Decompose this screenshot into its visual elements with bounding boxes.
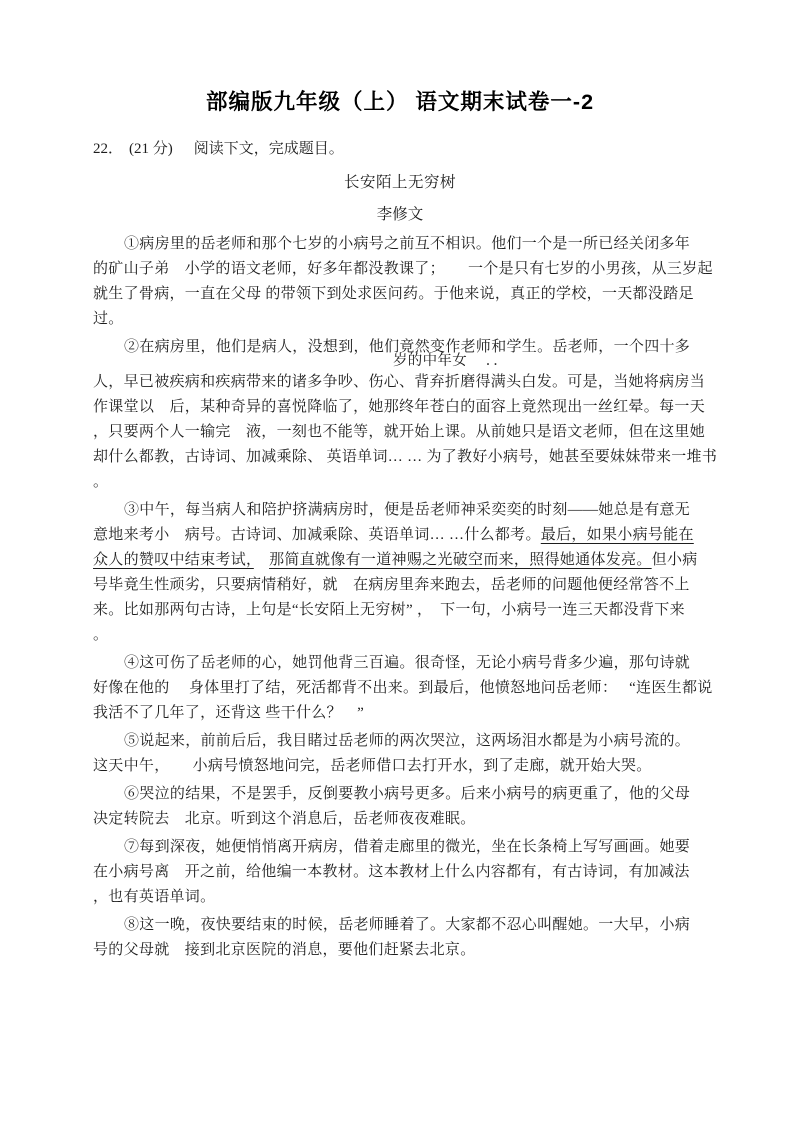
text-segment: 意地来考小 病号。古诗词、加减乘除、英语单词… …什么都考。 [93,527,541,543]
paragraph [93,651,713,726]
text-segment: ，只要两个人一输完 液，一刻也不能等，就开始上课。从前她只是语文老师，但在这里她 [93,424,706,440]
text-segment: 的矿山子弟 小学的语文老师，好多年都没教课了； 一个是只有七岁的小男孩，从三岁起 [93,261,713,277]
text-segment: 我活不了几年了，还背这 些干什么？ ” [93,705,365,721]
text-line [93,370,707,395]
question-instruction: 阅读下文，完成题目。 [193,141,344,157]
text-segment: 号的父母就 接到北京医院的消息，要他们赶紧去北京。 [93,942,476,958]
text-segment: ③中午，每当病人和陪护挤满病房时，便是岳老师神采奕奕的时刻——她总是有意无 [124,502,691,518]
question-score: (21 分) [129,141,173,157]
text-line [93,676,713,701]
text-segment: ⑤说起来，前前后后，我目睹过岳老师的两次哭泣，这两场泪水都是为小病号流的。 [124,733,691,749]
text-line [93,523,707,548]
underlined-text: 那简直就像有一道神赐之光破空而来，照得她通体发亮。 [269,552,652,568]
text-line [93,573,707,598]
text-line [93,307,707,332]
text-segment: ②在病房里，他们是病人，没想到，他们竟然变作老师和学生。岳老师，一个四十多 [124,339,691,355]
text-line [93,938,707,963]
question-line [93,139,707,160]
underlined-text: 最后，如果小病号能在 [540,527,694,543]
article-body [93,232,718,963]
question-number: 22． [93,141,124,157]
text-line [93,623,707,648]
text-segment: 作课堂以 后，某种奇异的喜悦降临了，她那终年苍白的面容上竟然现出一丝红晕。每一天 [93,399,706,415]
paragraph [93,913,707,963]
text-segment: ，也有英语单词。 [93,889,216,905]
text-line [93,860,707,885]
text-segment: 过。 [93,311,124,327]
underlined-text: 众人的赞叹中结束考试， [93,552,254,568]
paragraph [93,498,707,648]
text-segment: 在小病号离 开之前，给他编一本教材。这本教材上什么内容都有，有古诗词，有加减法 [93,864,690,880]
text-segment: 来。比如那两句古诗，上句是“长安陌上无穷树” ， 下一句，小病号一连三天都没背下来 [93,602,685,618]
paragraph [93,782,707,832]
text-segment: ①病房里的岳老师和那个七岁的小病号之前互不相识。他们一个是一所已经关闭多年 [124,236,691,252]
text-line [93,807,707,832]
paragraph [93,232,713,332]
text-line [93,257,713,282]
text-segment: ⑦每到深夜，她便悄悄离开病房，借着走廊里的微光，坐在长条椅上写写画画。她要 [124,839,691,855]
paragraph [93,729,707,779]
text-segment: 但小病 [651,552,698,568]
text-line [93,282,707,307]
article-title: 长安陌上无穷树 [343,174,456,191]
text-segment: ⑧这一晚，夜快要结束的时候，岳老师睡着了。大家都不忍心叫醒她。一大早，小病 [124,917,691,933]
text-line [93,445,718,470]
text-segment: ⑥哭泣的结果，不是罢手，反倒要教小病号更多。后来小病号的病更重了，他的父母 [124,786,691,802]
text-line [93,754,707,779]
text-segment: 。 [93,474,109,490]
text-segment: 岁的中年女 ．． [393,353,509,369]
text-line [93,701,707,726]
document-title: 部编版九年级（上） 语文期末试卷一-2 [205,90,595,114]
text-line [93,782,707,807]
article-author: 李修文 [376,206,424,223]
text-line [93,548,707,573]
text-line [93,470,707,495]
text-line [93,729,707,754]
text-segment: 号毕竟生性顽劣，只要病情稍好，就 在病房里奔来跑去，岳老师的问题他便经常答不上 [93,577,690,593]
text-segment: 这天中午， 小病号愤怒地问完，岳老师借口去打开水，到了走廊，就开始大哭。 [93,758,652,774]
text-segment [254,552,269,568]
paragraph [93,335,718,495]
text-line [93,913,707,938]
text-line [93,885,707,910]
text-segment: 。 [93,627,109,643]
text-segment: 人，早已被疾病和疾病带来的诸多争吵、伤心、背弃折磨得满头白发。可是，当她将病房当 [93,374,706,390]
text-line [93,598,707,623]
text-segment: ④这可伤了岳老师的心，她罚他背三百遍。很奇怪，无论小病号背多少遍，那句诗就 [124,655,691,671]
paragraph [93,835,707,910]
text-segment: 决定转院去 北京。听到这个消息后，岳老师夜夜难眠。 [93,811,476,827]
text-segment: 却什么都教，古诗词、加减乘除、 英语单词… … 为了教好小病号，她甚至要妹妹带来一堆书 [93,449,718,465]
text-line [93,420,707,445]
text-segment: 就生了骨病，一直在父母 的带领下到处求医问药。于他来说，真正的学校，一天都没踏足 [93,286,694,302]
text-line [93,232,707,257]
text-line [93,651,707,676]
text-segment: 好像在他的 身体里打了结，死活都背不出来。到最后，他愤怒地问岳老师： “连医生都说 [93,680,713,696]
text-line [93,395,707,420]
text-line [93,498,707,523]
text-line [93,835,707,860]
